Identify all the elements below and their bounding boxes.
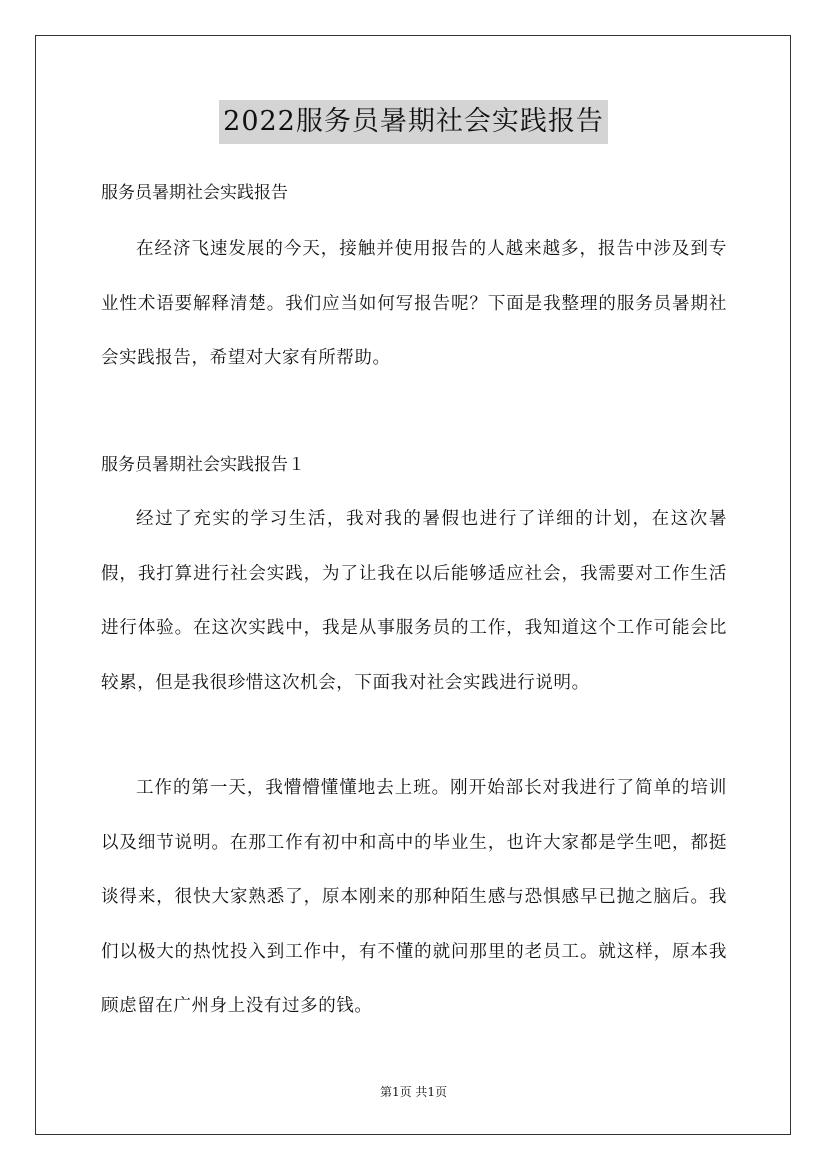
section-heading: 服务员暑期社会实践报告１ [101,455,305,475]
document-title: 2022服务员暑期社会实践报告 [219,100,608,144]
intro-paragraph: 在经济飞速发展的今天，接触并使用报告的人越来越多，报告中涉及到专业性术语要解释清楚。我们应当如何写报告呢？下面是我整理的服务员暑期社会实践报告，希望对大家有所帮助。 [101,239,727,368]
document-subtitle: 服务员暑期社会实践报告 [101,183,288,203]
section-paragraph-1: 经过了充实的学习生活，我对我的暑假也进行了详细的计划，在这次暑假，我打算进行社会实践，为了让我在以后能够适应社会，我需要对工作生活进行体验。在这次实践中，我是从事服务员的工作，我知道这个工作可能会比较累，但是我很珍惜这次机会，下面我对社会实践进行说明。 [101,509,727,693]
page-footer: 第1页 共1页 [379,1085,448,1099]
section-paragraph-2: 工作的第一天，我懵懵懂懂地去上班。刚开始部长对我进行了简单的培训以及细节说明。在那工作有初中和高中的毕业生，也许大家都是学生吧，都挺谈得来，很快大家熟悉了，原本刚来的那种陌生感与恐惧感早已抛之脑后。我们以极大的热忱投入到工作中，有不懂的就问那里的老员工。就这样，原本我顾虑留在广州身上没有过多的钱。 [101,778,727,1016]
title-container [0,100,827,144]
